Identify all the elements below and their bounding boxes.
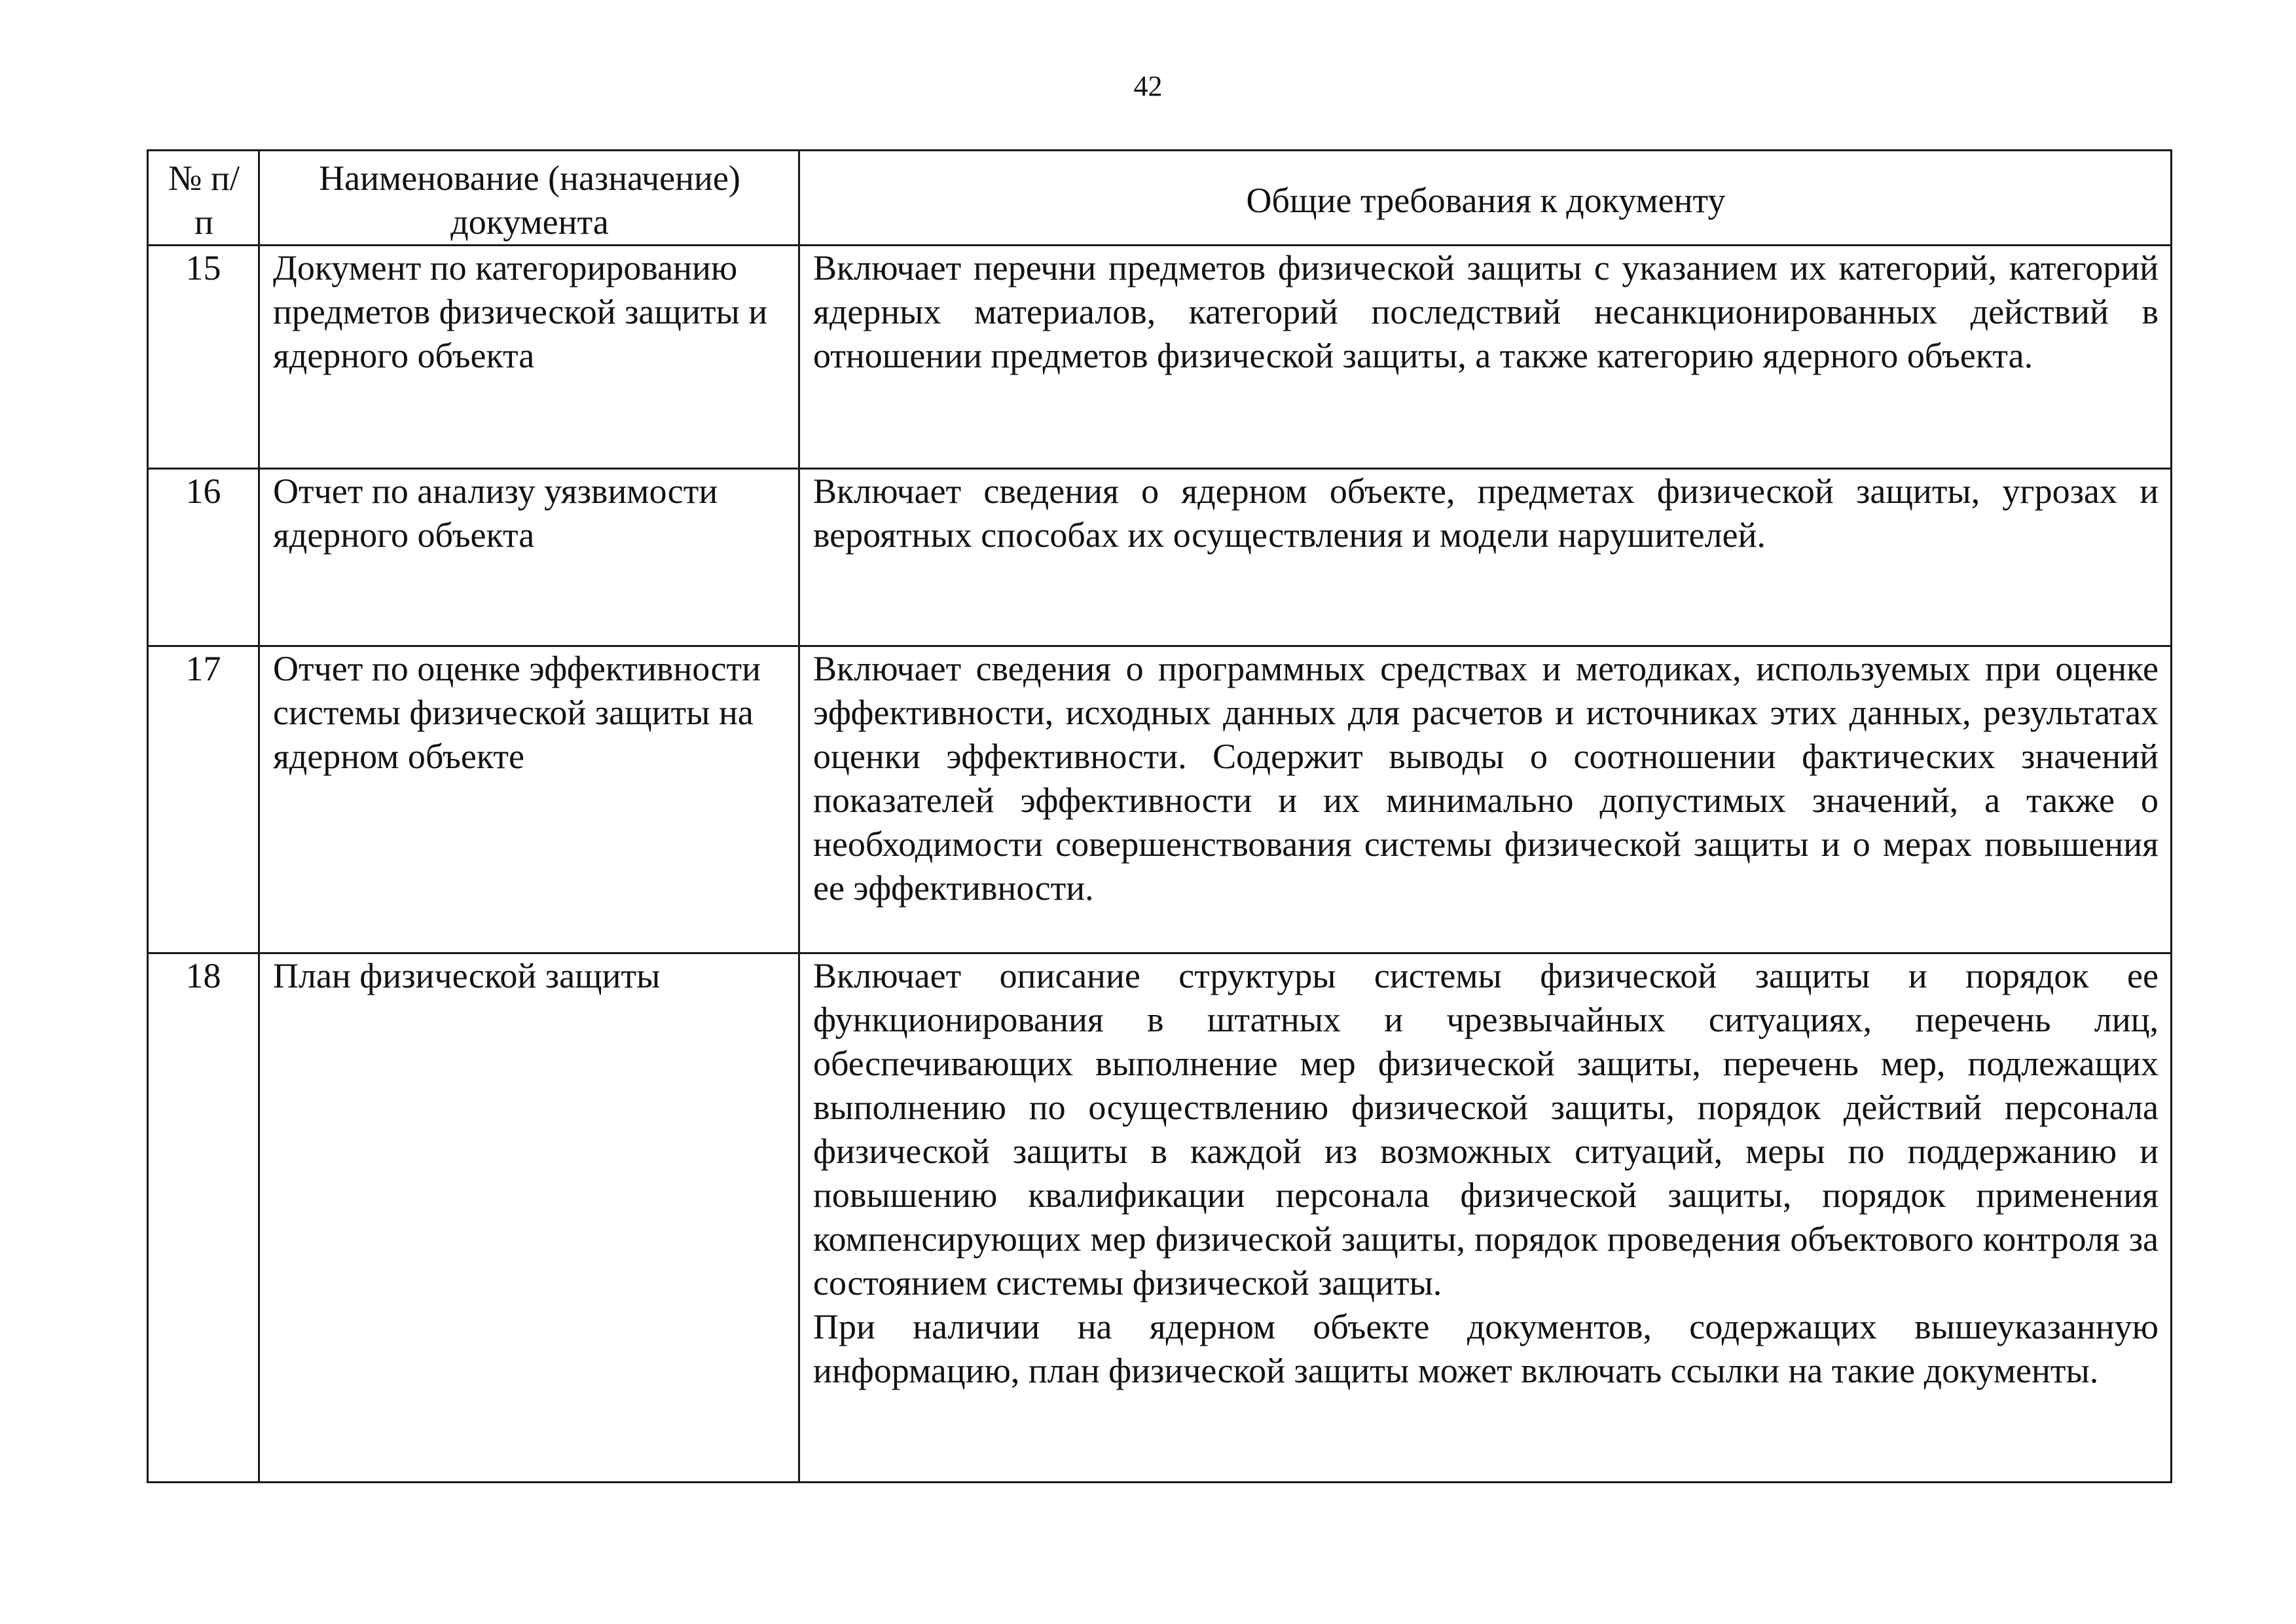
row-number: 16	[148, 469, 259, 646]
requirements-paragraph: Включает описание структуры системы физической защиты и порядок ее функционирования в штатных и чрезвычайных ситуациях, перечень лиц, обеспечивающих выполнение мер физической защиты, перечень мер, подлежащих выполнению по осуществлению физической защиты, порядок действий персонала физической защиты в каждой из возможных ситуаций, меры по поддержанию и повышению квалификации персонала физической защиты, порядок применения компенсирующих мер физической защиты, порядок проведения объектового контроля за состоянием системы физической защиты.	[813, 956, 2159, 1302]
row-number: 18	[148, 953, 259, 1483]
document-name: Отчет по оценке эффективности системы физической защиты на ядерном объекте	[259, 646, 799, 953]
requirements-table	[147, 149, 2172, 1483]
table-row	[148, 953, 2172, 1483]
page-number: 42	[1133, 70, 1163, 102]
table-row	[148, 469, 2172, 646]
table-row	[148, 646, 2172, 953]
table-row	[148, 246, 2172, 469]
table-header-row	[148, 151, 2172, 246]
document-name: Документ по категорированию предметов физической защиты и ядерного объекта	[259, 246, 799, 469]
requirements-paragraph: Включает сведения о программных средствах и методиках, используемых при оценке эффективности, исходных данных для расчетов и источниках этих данных, результатах оценки эффективности. Содержит выводы о соотношении фактических значений показателей эффективности и их минимально допустимых значений, а также о необходимости совершенствования системы физической защиты и о мерах повышения ее эффективности.	[813, 649, 2159, 908]
row-number: 15	[148, 246, 259, 469]
row-number: 17	[148, 646, 259, 953]
header-number: № п/п	[148, 151, 259, 246]
document-requirements	[799, 469, 2172, 646]
requirements-paragraph: Включает перечни предметов физической защиты с указанием их категорий, категорий ядерных материалов, категорий последствий несанкционированных действий в отношении предметов физической защиты, а также категорию ядерного объекта.	[813, 248, 2159, 375]
document-name: План физической защиты	[259, 953, 799, 1483]
document-name: Отчет по анализу уязвимости ядерного объекта	[259, 469, 799, 646]
header-document-name: Наименование (назначение) документа	[259, 151, 799, 246]
document-requirements	[799, 646, 2172, 953]
document-requirements	[799, 246, 2172, 469]
document-requirements	[799, 953, 2172, 1483]
requirements-paragraph: Включает сведения о ядерном объекте, предметах физической защиты, угрозах и вероятных способах их осуществления и модели нарушителей.	[813, 471, 2159, 555]
requirements-paragraph: При наличии на ядерном объекте документов, содержащих вышеуказанную информацию, план физической защиты может включать ссылки на такие документы.	[813, 1307, 2159, 1390]
header-requirements: Общие требования к документу	[799, 151, 2172, 246]
